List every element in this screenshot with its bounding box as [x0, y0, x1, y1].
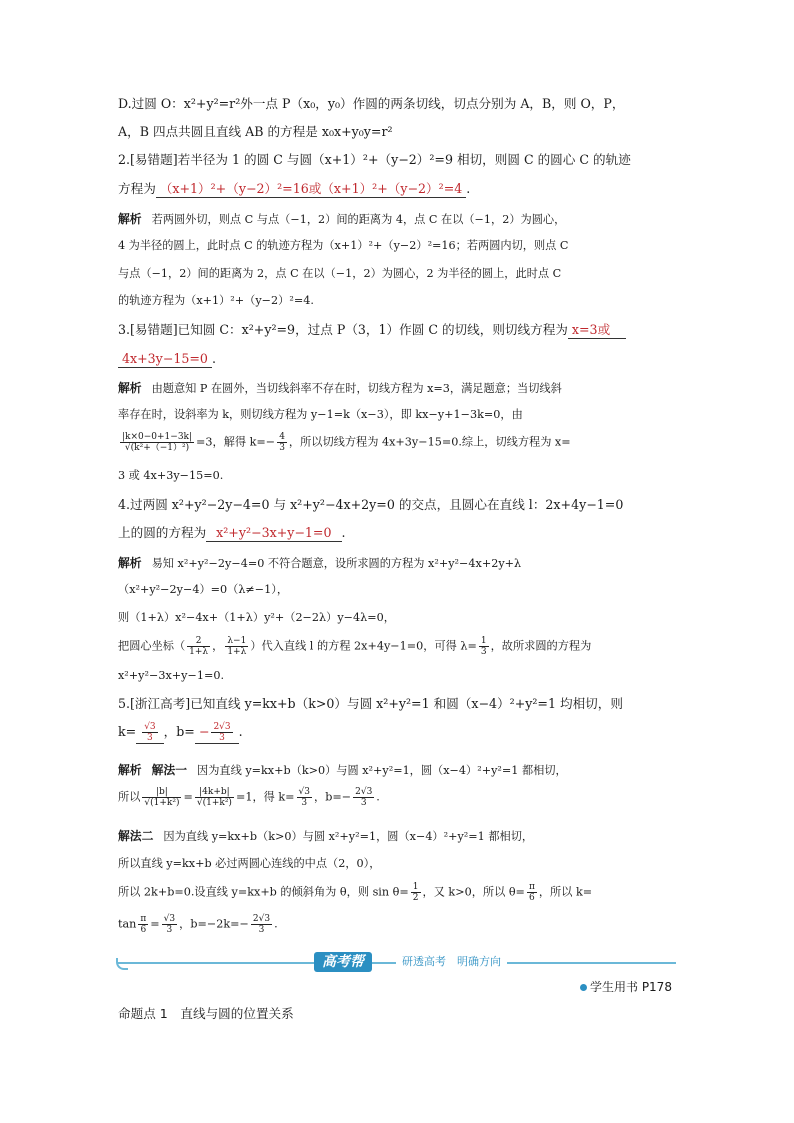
- q3-stem: 3.[易错题]已知圆 C：x²+y²=9，过点 P（3，1）作圆 C 的切线，则切线方程为: [118, 322, 568, 337]
- q5-dist2-fraction: $\frac{|4k+b|}{\text{√(1+k²)}}$: [196, 787, 232, 808]
- q2-solution-line4: 的轨迹方程为（x+1）²+（y−2）²=4.: [118, 294, 314, 307]
- book-reference: [580, 978, 672, 995]
- q4-solution-line1: [118, 555, 521, 572]
- q4-answer: x²+y²−3x+y−1=0: [206, 525, 341, 542]
- q5-answer-b: − $\frac{2√3}{3}$: [195, 722, 239, 744]
- q2-stem-line2: 方程为 （x+1）²+（y−2）²=16或（x+1）²+（y−2）²=4 .: [118, 181, 471, 196]
- q3-solution-line2: 率存在时，设斜率为 k，则切线方程为 y−1=k（x−3），即 kx−y+1−3k=0，由: [118, 408, 523, 421]
- q2-solution-line2: 4 为半径的圆上，此时点 C 的轨迹方程为（x+1）²+（y−2）²=16；若两圆内切，则点 C: [118, 239, 569, 252]
- q5-method2-line3: 所以 2k+b=0.设直线 y=kx+b 的倾斜角为 θ，则 sin θ= $\frac{1}{2}$ ，又 k>0，所以 θ= $\frac{\pi}{6}$ ，所以 k=: [118, 882, 593, 903]
- q3-solution-line1: [118, 380, 562, 397]
- q4-center-y-fraction: $\frac{\lambda-1}{1+\lambda}$: [227, 636, 247, 657]
- q5-answer-k: $\frac{√3}{3}$: [136, 722, 163, 744]
- q2-solution-line1: [118, 211, 565, 228]
- q4-solution-line3: 则（1+λ）x²−4x+（1+λ）y²+（2−2λ）y−4λ=0，: [118, 611, 395, 624]
- q5-method2-line1: 解法二 因为直线 y=kx+b（k>0）与圆 x²+y²=1，圆（x−4）²+y²=1 都相切，: [118, 829, 534, 843]
- q3-solution-line4: 3 或 4x+3y−15=0.: [118, 469, 224, 482]
- q5-method1-line1: 解析 解法一 因为直线 y=kx+b（k>0）与圆 x²+y²=1，圆（x−4）²+y²=1 都相切，: [118, 763, 567, 777]
- q5-method2-label: 解法二: [118, 829, 154, 843]
- q5-solution-label: 解析: [118, 763, 142, 777]
- banner-badge: 高考帮: [314, 952, 372, 972]
- q4-stem-line1: 4.过两圆 x²+y²−2y−4=0 与 x²+y²−4x+2y=0 的交点，且圆心在直线 l：2x+4y−1=0: [118, 497, 624, 512]
- q4-solution-line2: （x²+y²−2y−4）=0（λ≠−1），: [118, 583, 289, 596]
- q5-method1-line2: 所以 $\frac{|b|}{\text{√(1+k²)}}$ = $\frac{|4k+b|}{\text{√(1+k²)}}$ =1，得 k= $\frac{√3}{3}$ ，b=− $\frac{2√3}{3}$ .: [118, 787, 380, 808]
- q3-stem-line2: 4x+3y−15=0 .: [118, 351, 216, 368]
- q3-answer-part1: x=3或: [568, 322, 626, 339]
- q5-method2-line2: 所以直线 y=kx+b 必过两圆心连线的中点（2，0），: [118, 857, 381, 870]
- q5-dist1-fraction: $\frac{|b|}{\text{√(1+k²)}}$: [144, 787, 180, 808]
- q3-stem-line1: [118, 322, 626, 339]
- q2-stem-prefix: 方程为: [118, 181, 156, 196]
- q4-lambda-fraction: $\frac{1}{3}$: [480, 636, 487, 657]
- option-d-line2: A，B 四点共圆且直线 AB 的方程是 x₀x+y₀y=r²: [118, 124, 393, 139]
- q3-answer-part2: 4x+3y−15=0: [118, 351, 212, 368]
- q4-center-x-fraction: $\frac{2}{1+\lambda}$: [189, 636, 209, 657]
- bullet-dot-icon: [580, 984, 587, 991]
- q3-solution-label: 解析: [118, 381, 142, 395]
- q4-solution-label: 解析: [118, 556, 142, 570]
- q3-sol3-mid: =3，解得 k=−: [196, 435, 276, 449]
- book-reference-text: 学生用书 P178: [590, 980, 672, 994]
- banner-slogan: 研透高考 明确方向: [396, 954, 507, 970]
- section-heading: 命题点 1 直线与圆的位置关系: [118, 1006, 294, 1021]
- q2-answer: （x+1）²+（y−2）²=16或（x+1）²+（y−2）²=4: [156, 181, 466, 198]
- q4-stem-line2: 上的圆的方程为 x²+y²−3x+y−1=0 .: [118, 525, 346, 540]
- q2-stem-line1: 2.[易错题]若半径为 1 的圆 C 与圆（x+1）²+（y−2）²=9 相切，则圆 C 的圆心 C 的轨迹: [118, 152, 631, 167]
- q5-stem-line1: 5.[浙江高考]已知直线 y=kx+b（k>0）与圆 x²+y²=1 和圆（x−4）²+y²=1 均相切，则: [118, 696, 623, 711]
- q4-solution-line4: 把圆心坐标（ $\frac{2}{1+\lambda}$ ， $\frac{\lambda-1}{1+\lambda}$ ）代入直线 l 的方程 2x+4y−1=0，可得 λ= $\frac{1}{3}$ ，故所求圆的方程为: [118, 636, 592, 657]
- banner-left-cap: [116, 958, 128, 970]
- q3-solution-line3: [118, 432, 571, 453]
- q4-sol1: 易知 x²+y²−2y−4=0 不符合题意，设所求圆的方程为 x²+y²−4x+2y+λ: [151, 557, 522, 570]
- q2-solution-line3: 与点（−1，2）间的距离为 2，点 C 在以（−1，2）为圆心，2 为半径的圆上，此时点 C: [118, 267, 562, 280]
- q4-stem-prefix: 上的圆的方程为: [118, 525, 207, 540]
- q5-method1-label: 解法一: [151, 763, 188, 777]
- q3-k-fraction: $\frac{4}{3}$: [279, 432, 285, 453]
- q3-distance-fraction: $\frac{|k\times 0-0+1-3k|}{\text{√(k²+（−1）²)}}$: [122, 432, 193, 453]
- q5-stem-line2: k= $\frac{√3}{3}$ ，b= − $\frac{2√3}{3}$ .: [118, 722, 243, 743]
- q3-sol3-tail: ，所以切线方程为 4x+3y−15=0.综上，切线方程为 x=: [288, 435, 571, 449]
- gaokaobang-banner: [118, 950, 676, 976]
- q3-sol1: 由题意知 P 在圆外，当切线斜率不存在时，切线方程为 x=3，满足题意；当切线斜: [151, 382, 562, 395]
- q4-solution-line5: x²+y²−3x+y−1=0.: [118, 669, 225, 682]
- option-d-line1: D.过圆 O：x²+y²=r²外一点 P（x₀，y₀）作圆的两条切线，切点分别为 A，B，则 O，P，: [118, 96, 625, 111]
- q2-solution-label: 解析: [118, 212, 142, 226]
- q5-method2-line4: tan $\frac{\pi}{6}$ = $\frac{√3}{3}$ ，b=−2k=− $\frac{2√3}{3}$ .: [118, 914, 278, 935]
- q2-sol1: 若两圆外切，则点 C 与点（−1，2）间的距离为 4，点 C 在以（−1，2）为圆心，: [151, 213, 566, 226]
